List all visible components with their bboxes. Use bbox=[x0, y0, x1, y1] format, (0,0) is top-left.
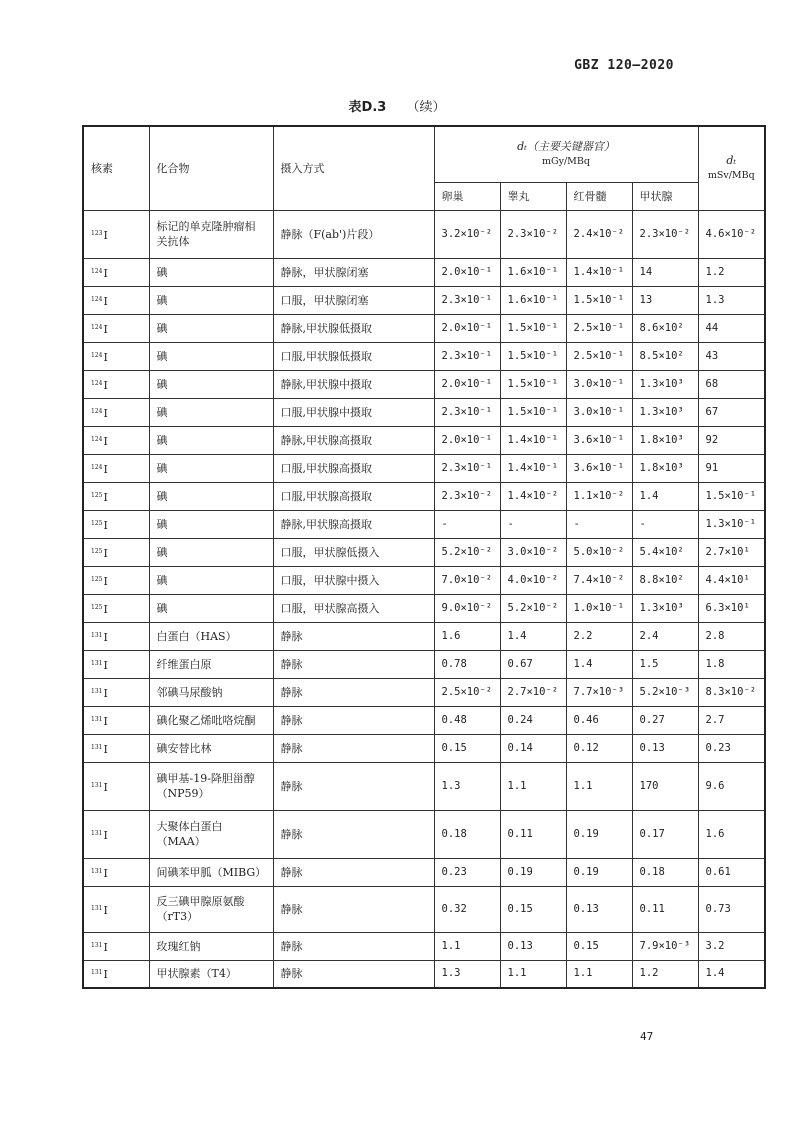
nuclide-element: I bbox=[103, 490, 108, 504]
nuclide-element: I bbox=[103, 228, 108, 242]
cell-eff: 1.8 bbox=[698, 650, 765, 678]
cell-eff: 1.6 bbox=[698, 810, 765, 858]
cell-marrow: 1.0×10⁻¹ bbox=[566, 594, 632, 622]
nuclide-element: I bbox=[103, 462, 108, 476]
cell-compound: 碘 bbox=[149, 370, 273, 398]
nuclide-mass-number: 131 bbox=[91, 781, 103, 789]
cell-thyroid: 2.3×10⁻² bbox=[632, 210, 698, 258]
cell-ovary: 2.0×10⁻¹ bbox=[434, 426, 500, 454]
cell-route: 静脉 bbox=[273, 810, 434, 858]
cell-thyroid: 170 bbox=[632, 762, 698, 810]
cell-nuclide bbox=[83, 538, 149, 566]
table-row bbox=[83, 314, 765, 342]
cell-eff: 8.3×10⁻² bbox=[698, 678, 765, 706]
nuclide-element: I bbox=[103, 686, 108, 700]
cell-nuclide bbox=[83, 210, 149, 258]
cell-ovary: 2.3×10⁻² bbox=[434, 482, 500, 510]
cell-thyroid: 1.3×10³ bbox=[632, 594, 698, 622]
table-row bbox=[83, 398, 765, 426]
cell-marrow: - bbox=[566, 510, 632, 538]
cell-compound: 碘 bbox=[149, 566, 273, 594]
table-row bbox=[83, 932, 765, 960]
cell-eff: 0.73 bbox=[698, 886, 765, 932]
table-row bbox=[83, 454, 765, 482]
cell-route: 静脉 bbox=[273, 932, 434, 960]
nuclide-element: I bbox=[103, 546, 108, 560]
nuclide-element: I bbox=[103, 968, 108, 982]
nuclide-mass-number: 131 bbox=[91, 969, 103, 977]
cell-thyroid: 14 bbox=[632, 258, 698, 286]
header-thyroid: 甲状腺 bbox=[632, 182, 698, 210]
cell-eff: 1.2 bbox=[698, 258, 765, 286]
cell-nuclide bbox=[83, 510, 149, 538]
cell-marrow: 1.4 bbox=[566, 650, 632, 678]
cell-marrow: 3.6×10⁻¹ bbox=[566, 454, 632, 482]
cell-thyroid: 0.27 bbox=[632, 706, 698, 734]
cell-route: 静脉,甲状腺低摄取 bbox=[273, 314, 434, 342]
cell-testis: 0.14 bbox=[500, 734, 566, 762]
cell-thyroid: 0.18 bbox=[632, 858, 698, 886]
cell-compound: 碘 bbox=[149, 286, 273, 314]
table-row bbox=[83, 258, 765, 286]
cell-compound: 碘 bbox=[149, 342, 273, 370]
cell-thyroid: 1.8×10³ bbox=[632, 454, 698, 482]
cell-marrow: 3.0×10⁻¹ bbox=[566, 398, 632, 426]
cell-nuclide bbox=[83, 370, 149, 398]
nuclide-mass-number: 131 bbox=[91, 743, 103, 751]
cell-nuclide bbox=[83, 482, 149, 510]
nuclide-element: I bbox=[103, 574, 108, 588]
cell-eff: 1.5×10⁻¹ bbox=[698, 482, 765, 510]
dose-table bbox=[82, 125, 766, 989]
cell-route: 静脉,甲状腺高摄取 bbox=[273, 426, 434, 454]
nuclide-element: I bbox=[103, 322, 108, 336]
nuclide-mass-number: 131 bbox=[91, 941, 103, 949]
cell-nuclide bbox=[83, 342, 149, 370]
nuclide-element: I bbox=[103, 780, 108, 794]
nuclide-mass-number: 123 bbox=[91, 229, 103, 237]
cell-eff: 4.6×10⁻² bbox=[698, 210, 765, 258]
nuclide-element: I bbox=[103, 350, 108, 364]
cell-testis: 4.0×10⁻² bbox=[500, 566, 566, 594]
cell-compound: 碘 bbox=[149, 314, 273, 342]
cell-route: 静脉（F(ab')片段） bbox=[273, 210, 434, 258]
cell-ovary: 2.5×10⁻² bbox=[434, 678, 500, 706]
cell-marrow: 0.12 bbox=[566, 734, 632, 762]
cell-eff: 0.23 bbox=[698, 734, 765, 762]
nuclide-mass-number: 124 bbox=[91, 351, 103, 359]
cell-nuclide bbox=[83, 454, 149, 482]
cell-nuclide bbox=[83, 314, 149, 342]
nuclide-mass-number: 124 bbox=[91, 463, 103, 471]
cell-thyroid: 8.8×10² bbox=[632, 566, 698, 594]
cell-nuclide bbox=[83, 650, 149, 678]
cell-marrow: 0.46 bbox=[566, 706, 632, 734]
cell-testis: 1.5×10⁻¹ bbox=[500, 342, 566, 370]
cell-nuclide bbox=[83, 960, 149, 988]
cell-marrow: 1.1×10⁻² bbox=[566, 482, 632, 510]
cell-compound: 碘 bbox=[149, 398, 273, 426]
cell-compound: 反三碘甲腺原氨酸（rT3） bbox=[149, 886, 273, 932]
cell-route: 静脉，甲状腺闭塞 bbox=[273, 258, 434, 286]
cell-ovary: 9.0×10⁻² bbox=[434, 594, 500, 622]
cell-nuclide bbox=[83, 810, 149, 858]
table-caption bbox=[0, 96, 794, 115]
cell-testis: 1.4 bbox=[500, 622, 566, 650]
cell-compound: 邻碘马尿酸钠 bbox=[149, 678, 273, 706]
cell-nuclide bbox=[83, 258, 149, 286]
cell-route: 静脉 bbox=[273, 678, 434, 706]
cell-thyroid: 8.6×10² bbox=[632, 314, 698, 342]
cell-compound: 碘 bbox=[149, 426, 273, 454]
cell-ovary: 0.18 bbox=[434, 810, 500, 858]
cell-nuclide bbox=[83, 706, 149, 734]
table-row bbox=[83, 678, 765, 706]
cell-testis: 0.19 bbox=[500, 858, 566, 886]
cell-compound: 碘 bbox=[149, 538, 273, 566]
cell-testis: 5.2×10⁻² bbox=[500, 594, 566, 622]
cell-testis: 0.24 bbox=[500, 706, 566, 734]
cell-thyroid: 5.4×10² bbox=[632, 538, 698, 566]
cell-marrow: 0.15 bbox=[566, 932, 632, 960]
cell-thyroid: 0.13 bbox=[632, 734, 698, 762]
cell-ovary: 0.48 bbox=[434, 706, 500, 734]
cell-route: 静脉 bbox=[273, 886, 434, 932]
cell-eff: 44 bbox=[698, 314, 765, 342]
cell-route: 口服，甲状腺中摄入 bbox=[273, 566, 434, 594]
cell-eff: 1.4 bbox=[698, 960, 765, 988]
table-body bbox=[83, 210, 765, 988]
cell-compound: 碘甲基-19-降胆甾醇（NP59） bbox=[149, 762, 273, 810]
nuclide-element: I bbox=[103, 434, 108, 448]
table-row bbox=[83, 650, 765, 678]
cell-compound: 碘化聚乙烯吡咯烷酮 bbox=[149, 706, 273, 734]
cell-compound: 碘 bbox=[149, 594, 273, 622]
nuclide-element: I bbox=[103, 742, 108, 756]
cell-compound: 纤维蛋白原 bbox=[149, 650, 273, 678]
cell-testis: 3.0×10⁻² bbox=[500, 538, 566, 566]
nuclide-mass-number: 131 bbox=[91, 659, 103, 667]
cell-testis: 1.6×10⁻¹ bbox=[500, 286, 566, 314]
cell-eff: 3.2 bbox=[698, 932, 765, 960]
cell-ovary: 1.1 bbox=[434, 932, 500, 960]
nuclide-element: I bbox=[103, 940, 108, 954]
header-organ-group bbox=[434, 126, 698, 182]
table-row bbox=[83, 210, 765, 258]
nuclide-element: I bbox=[103, 518, 108, 532]
cell-ovary: - bbox=[434, 510, 500, 538]
table-row bbox=[83, 594, 765, 622]
nuclide-mass-number: 131 bbox=[91, 867, 103, 875]
cell-testis: 1.1 bbox=[500, 762, 566, 810]
cell-nuclide bbox=[83, 932, 149, 960]
table-row bbox=[83, 538, 765, 566]
cell-marrow: 1.1 bbox=[566, 960, 632, 988]
cell-eff: 2.7×10¹ bbox=[698, 538, 765, 566]
nuclide-mass-number: 131 bbox=[91, 715, 103, 723]
nuclide-mass-number: 131 bbox=[91, 687, 103, 695]
cell-thyroid: 1.2 bbox=[632, 960, 698, 988]
cell-route: 口服，甲状腺高摄入 bbox=[273, 594, 434, 622]
cell-ovary: 0.23 bbox=[434, 858, 500, 886]
cell-marrow: 3.0×10⁻¹ bbox=[566, 370, 632, 398]
cell-nuclide bbox=[83, 594, 149, 622]
cell-ovary: 2.3×10⁻¹ bbox=[434, 286, 500, 314]
cell-marrow: 1.5×10⁻¹ bbox=[566, 286, 632, 314]
cell-compound: 甲状腺素（T4） bbox=[149, 960, 273, 988]
cell-ovary: 0.78 bbox=[434, 650, 500, 678]
table-row bbox=[83, 858, 765, 886]
cell-nuclide bbox=[83, 886, 149, 932]
cell-route: 口服，甲状腺低摄入 bbox=[273, 538, 434, 566]
cell-testis: 2.7×10⁻² bbox=[500, 678, 566, 706]
cell-ovary: 7.0×10⁻² bbox=[434, 566, 500, 594]
cell-testis: 1.1 bbox=[500, 960, 566, 988]
cell-route: 口服，甲状腺闭塞 bbox=[273, 286, 434, 314]
cell-nuclide bbox=[83, 426, 149, 454]
table-row bbox=[83, 342, 765, 370]
cell-thyroid: 5.2×10⁻³ bbox=[632, 678, 698, 706]
cell-eff: 2.8 bbox=[698, 622, 765, 650]
table-row bbox=[83, 886, 765, 932]
table-row bbox=[83, 426, 765, 454]
cell-testis: 1.5×10⁻¹ bbox=[500, 398, 566, 426]
cell-ovary: 1.6 bbox=[434, 622, 500, 650]
cell-testis: 1.4×10⁻¹ bbox=[500, 454, 566, 482]
table-row bbox=[83, 960, 765, 988]
cell-route: 静脉 bbox=[273, 734, 434, 762]
cell-thyroid: 0.17 bbox=[632, 810, 698, 858]
cell-ovary: 3.2×10⁻² bbox=[434, 210, 500, 258]
header-route: 摄入方式 bbox=[273, 126, 434, 210]
header-testis: 睾丸 bbox=[500, 182, 566, 210]
nuclide-mass-number: 124 bbox=[91, 379, 103, 387]
nuclide-mass-number: 124 bbox=[91, 267, 103, 275]
cell-route: 口服,甲状腺中摄取 bbox=[273, 398, 434, 426]
cell-nuclide bbox=[83, 622, 149, 650]
cell-marrow: 2.5×10⁻¹ bbox=[566, 314, 632, 342]
nuclide-element: I bbox=[103, 378, 108, 392]
cell-route: 静脉 bbox=[273, 706, 434, 734]
nuclide-element: I bbox=[103, 602, 108, 616]
table-row bbox=[83, 566, 765, 594]
cell-ovary: 1.3 bbox=[434, 762, 500, 810]
cell-compound: 碘 bbox=[149, 258, 273, 286]
cell-ovary: 1.3 bbox=[434, 960, 500, 988]
cell-marrow: 1.4×10⁻¹ bbox=[566, 258, 632, 286]
cell-testis: 0.15 bbox=[500, 886, 566, 932]
nuclide-mass-number: 124 bbox=[91, 407, 103, 415]
cell-ovary: 0.15 bbox=[434, 734, 500, 762]
cell-eff: 9.6 bbox=[698, 762, 765, 810]
cell-testis: 0.11 bbox=[500, 810, 566, 858]
cell-testis: 1.4×10⁻¹ bbox=[500, 426, 566, 454]
cell-marrow: 0.19 bbox=[566, 858, 632, 886]
table-row bbox=[83, 370, 765, 398]
cell-testis: - bbox=[500, 510, 566, 538]
nuclide-mass-number: 124 bbox=[91, 323, 103, 331]
cell-testis: 0.13 bbox=[500, 932, 566, 960]
cell-nuclide bbox=[83, 858, 149, 886]
header-organ-group-label: dₜ（主要关键器官） bbox=[517, 140, 615, 154]
cell-compound: 碘 bbox=[149, 454, 273, 482]
cell-eff: 1.3×10⁻¹ bbox=[698, 510, 765, 538]
nuclide-mass-number: 131 bbox=[91, 904, 103, 912]
cell-nuclide bbox=[83, 566, 149, 594]
header-marrow: 红骨髓 bbox=[566, 182, 632, 210]
table-row bbox=[83, 286, 765, 314]
cell-ovary: 2.0×10⁻¹ bbox=[434, 258, 500, 286]
cell-eff: 91 bbox=[698, 454, 765, 482]
cell-route: 静脉,甲状腺中摄取 bbox=[273, 370, 434, 398]
nuclide-element: I bbox=[103, 630, 108, 644]
nuclide-element: I bbox=[103, 714, 108, 728]
table-row bbox=[83, 706, 765, 734]
table-header bbox=[83, 126, 765, 210]
table-row bbox=[83, 810, 765, 858]
cell-thyroid: 2.4 bbox=[632, 622, 698, 650]
cell-ovary: 2.3×10⁻¹ bbox=[434, 342, 500, 370]
cell-compound: 间碘苯甲胍（MIBG） bbox=[149, 858, 273, 886]
nuclide-element: I bbox=[103, 406, 108, 420]
cell-compound: 碘安替比林 bbox=[149, 734, 273, 762]
cell-ovary: 2.3×10⁻¹ bbox=[434, 454, 500, 482]
cell-eff: 2.7 bbox=[698, 706, 765, 734]
cell-eff: 6.3×10¹ bbox=[698, 594, 765, 622]
cell-compound: 大聚体白蛋白（MAA） bbox=[149, 810, 273, 858]
nuclide-element: I bbox=[103, 294, 108, 308]
cell-compound: 碘 bbox=[149, 482, 273, 510]
nuclide-element: I bbox=[103, 266, 108, 280]
cell-eff: 1.3 bbox=[698, 286, 765, 314]
cell-route: 静脉 bbox=[273, 960, 434, 988]
cell-nuclide bbox=[83, 286, 149, 314]
cell-marrow: 5.0×10⁻² bbox=[566, 538, 632, 566]
cell-eff: 4.4×10¹ bbox=[698, 566, 765, 594]
cell-marrow: 2.4×10⁻² bbox=[566, 210, 632, 258]
cell-thyroid: - bbox=[632, 510, 698, 538]
nuclide-mass-number: 125 bbox=[91, 519, 103, 527]
cell-thyroid: 8.5×10² bbox=[632, 342, 698, 370]
cell-ovary: 2.3×10⁻¹ bbox=[434, 398, 500, 426]
cell-marrow: 7.7×10⁻³ bbox=[566, 678, 632, 706]
cell-thyroid: 13 bbox=[632, 286, 698, 314]
header-ovary: 卵巢 bbox=[434, 182, 500, 210]
cell-route: 静脉,甲状腺高摄取 bbox=[273, 510, 434, 538]
table-row bbox=[83, 734, 765, 762]
cell-testis: 1.5×10⁻¹ bbox=[500, 370, 566, 398]
cell-testis: 1.6×10⁻¹ bbox=[500, 258, 566, 286]
cell-marrow: 3.6×10⁻¹ bbox=[566, 426, 632, 454]
cell-compound: 玫瑰红钠 bbox=[149, 932, 273, 960]
cell-testis: 2.3×10⁻² bbox=[500, 210, 566, 258]
cell-ovary: 0.32 bbox=[434, 886, 500, 932]
cell-route: 口服,甲状腺高摄取 bbox=[273, 482, 434, 510]
table-row bbox=[83, 482, 765, 510]
cell-route: 静脉 bbox=[273, 650, 434, 678]
table-row bbox=[83, 622, 765, 650]
cell-route: 静脉 bbox=[273, 762, 434, 810]
nuclide-mass-number: 131 bbox=[91, 631, 103, 639]
header-effective bbox=[698, 126, 765, 210]
page-number: 47 bbox=[640, 1030, 654, 1043]
cell-compound: 标记的单克隆肿瘤相关抗体 bbox=[149, 210, 273, 258]
cell-route: 口服,甲状腺高摄取 bbox=[273, 454, 434, 482]
cell-testis: 0.67 bbox=[500, 650, 566, 678]
cell-testis: 1.5×10⁻¹ bbox=[500, 314, 566, 342]
cell-thyroid: 1.3×10³ bbox=[632, 398, 698, 426]
header-compound: 化合物 bbox=[149, 126, 273, 210]
cell-marrow: 0.19 bbox=[566, 810, 632, 858]
nuclide-mass-number: 125 bbox=[91, 547, 103, 555]
cell-route: 静脉 bbox=[273, 622, 434, 650]
cell-route: 口服,甲状腺低摄取 bbox=[273, 342, 434, 370]
cell-nuclide bbox=[83, 398, 149, 426]
cell-compound: 白蛋白（HAS） bbox=[149, 622, 273, 650]
cell-thyroid: 1.8×10³ bbox=[632, 426, 698, 454]
cell-marrow: 7.4×10⁻² bbox=[566, 566, 632, 594]
nuclide-mass-number: 124 bbox=[91, 435, 103, 443]
cell-thyroid: 1.4 bbox=[632, 482, 698, 510]
nuclide-element: I bbox=[103, 658, 108, 672]
cell-ovary: 2.0×10⁻¹ bbox=[434, 370, 500, 398]
cell-nuclide bbox=[83, 678, 149, 706]
nuclide-mass-number: 124 bbox=[91, 295, 103, 303]
table-title: 表D.3 bbox=[348, 100, 387, 115]
header-organ-unit: mGy/MBq bbox=[542, 156, 590, 168]
cell-thyroid: 1.3×10³ bbox=[632, 370, 698, 398]
cell-ovary: 2.0×10⁻¹ bbox=[434, 314, 500, 342]
nuclide-element: I bbox=[103, 828, 108, 842]
nuclide-mass-number: 131 bbox=[91, 829, 103, 837]
table-row bbox=[83, 510, 765, 538]
cell-marrow: 1.1 bbox=[566, 762, 632, 810]
nuclide-mass-number: 125 bbox=[91, 603, 103, 611]
table-continued-label: （续） bbox=[406, 100, 446, 115]
nuclide-element: I bbox=[103, 866, 108, 880]
cell-eff: 92 bbox=[698, 426, 765, 454]
cell-eff: 68 bbox=[698, 370, 765, 398]
table-row bbox=[83, 762, 765, 810]
nuclide-mass-number: 125 bbox=[91, 491, 103, 499]
cell-marrow: 2.5×10⁻¹ bbox=[566, 342, 632, 370]
cell-nuclide bbox=[83, 734, 149, 762]
cell-eff: 43 bbox=[698, 342, 765, 370]
cell-thyroid: 7.9×10⁻³ bbox=[632, 932, 698, 960]
nuclide-element: I bbox=[103, 903, 108, 917]
header-nuclide: 核素 bbox=[83, 126, 149, 210]
header-effective-unit: mSv/MBq bbox=[707, 170, 755, 182]
cell-compound: 碘 bbox=[149, 510, 273, 538]
cell-nuclide bbox=[83, 762, 149, 810]
cell-thyroid: 1.5 bbox=[632, 650, 698, 678]
cell-marrow: 0.13 bbox=[566, 886, 632, 932]
header-effective-label: dₜ bbox=[726, 154, 737, 168]
cell-thyroid: 0.11 bbox=[632, 886, 698, 932]
standard-code: GBZ 120—2020 bbox=[574, 58, 674, 73]
cell-testis: 1.4×10⁻² bbox=[500, 482, 566, 510]
cell-marrow: 2.2 bbox=[566, 622, 632, 650]
cell-eff: 0.61 bbox=[698, 858, 765, 886]
nuclide-mass-number: 125 bbox=[91, 575, 103, 583]
cell-eff: 67 bbox=[698, 398, 765, 426]
cell-ovary: 5.2×10⁻² bbox=[434, 538, 500, 566]
cell-route: 静脉 bbox=[273, 858, 434, 886]
